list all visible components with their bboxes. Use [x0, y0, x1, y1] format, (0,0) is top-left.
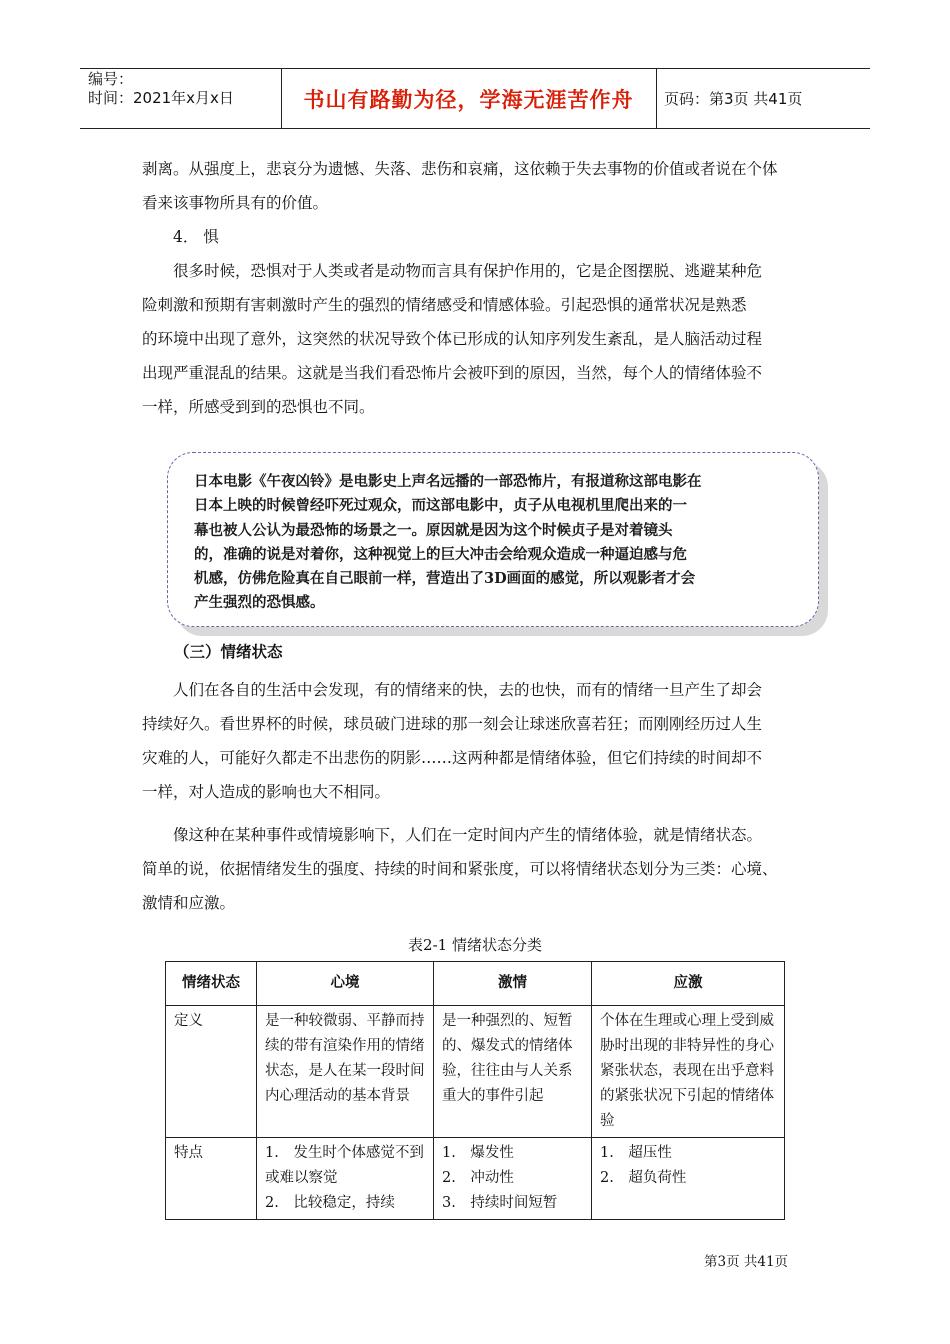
- table-caption: 表2-1 情绪状态分类: [408, 936, 542, 954]
- table-header-row: [166, 962, 785, 1006]
- table-header-state: 情绪状态: [166, 962, 257, 1006]
- callout-text: 日本电影《午夜凶铃》是电影史上声名远播的一部恐怖片，有报道称这部电影在 日本上映的时候曾经吓死过观众，而这部电影中，贞子从电视机里爬出来的一 幕也被人公认为最恐怖的场景之一。原因就是因为这个时候贞子是对着镜头 的，准确的说是对着你，这种视觉上的巨大冲击会给观众造成一种逼迫感与危 机感，仿佛危险真在自己眼前一样，营造出了3D画面的感觉，所以观影者才会 产生强烈的恐惧感。: [194, 473, 702, 612]
- list-item: 1. 超压性: [600, 1145, 672, 1161]
- paragraph-fear: 很多时候，恐惧对于人类或者是动物而言具有保护作用的，它是企图摆脱、逃避某种危 险刺激和预期有害刺激时产生的强烈的情绪感受和情感体验。引起恐惧的通常状况是熟悉 的环境中出现了意外，这突然的状况导致个体已形成的认知序列发生紊乱，是人脑活动过程 出现严重混乱的结果。这就是当我们看恐怖片会被吓到的原因，当然，每个人的情绪体验不 一样，所感受到到的恐惧也不同。: [142, 262, 763, 416]
- emotion-state-table: [165, 961, 785, 1220]
- list-item: 1. 爆发性: [442, 1145, 514, 1161]
- list-item: 3. 持续时间短暂: [442, 1195, 558, 1211]
- paragraph-sorrow-end: 剥离。从强度上，悲哀分为遗憾、失落、悲伤和哀痛，这依赖于失去事物的价值或者说在个体 看来该事物所具有的价值。: [142, 160, 778, 212]
- list-item: 2. 超负荷性: [600, 1170, 687, 1186]
- row-label-features: 特点: [166, 1138, 257, 1220]
- table-header-passion: 激情: [434, 962, 592, 1006]
- cell-stress-features: [592, 1138, 785, 1220]
- subheading-fear: 4． 惧: [173, 228, 219, 246]
- document-number-label: 编号：: [88, 70, 134, 88]
- cell-mood-definition: 是一种较微弱、平静而持续的带有渲染作用的情绪状态，是人在某一段时间内心理活动的基本背景: [257, 1006, 434, 1138]
- document-time-label: 时间：2021年x月x日: [88, 89, 234, 107]
- paragraph-states-definition: 像这种在某种事件或情境影响下，人们在一定时间内产生的情绪体验，就是情绪状态。 简单的说，依据情绪发生的强度、持续的时间和紧张度，可以将情绪状态划分为三类：心境、 激情和应激。: [142, 826, 778, 912]
- footer-page-number: 第3页 共41页: [704, 1254, 789, 1270]
- header-divider-right: [656, 68, 657, 128]
- row-label-definition: 定义: [166, 1006, 257, 1138]
- header-meta: [88, 70, 234, 108]
- cell-passion-definition: 是一种强烈的、短暂的、爆发式的情绪体验，往往由与人关系重大的事件引起: [434, 1006, 592, 1138]
- table-header-stress: 应激: [592, 962, 785, 1006]
- cell-passion-features: [434, 1138, 592, 1220]
- header-top-rule: [80, 68, 870, 69]
- table-row: [166, 1006, 785, 1138]
- cell-mood-features: [257, 1138, 434, 1220]
- list-item: 2. 冲动性: [442, 1170, 514, 1186]
- list-item: 2. 比较稳定，持续: [265, 1195, 395, 1211]
- cell-stress-definition: 个体在生理或心理上受到威胁时出现的非特异性的身心紧张状态，表现在出乎意料的紧张状况下引起的情绪体验: [592, 1006, 785, 1138]
- section-title: （三）情绪状态: [174, 643, 283, 661]
- paragraph-states-intro: 人们在各自的生活中会发现，有的情绪来的快，去的也快，而有的情绪一旦产生了却会 持续好久。看世界杯的时候，球员破门进球的那一刻会让球迷欣喜若狂；而刚刚经历过人生 灾难的人，可能好久都走不出悲伤的阴影……这两种都是情绪体验，但它们持续的时间却不 一样，对人造成的影响也大不相同。: [142, 681, 763, 801]
- table-header-mood: 心境: [257, 962, 434, 1006]
- table-row: [166, 1138, 785, 1220]
- list-item: 1. 发生时个体感觉不到或难以察觉: [265, 1145, 424, 1186]
- header-page-number: 页码：第3页 共41页: [664, 90, 803, 108]
- header-bottom-rule: [80, 128, 870, 129]
- header-motto: 书山有路勤为径，学海无涯苦作舟: [303, 88, 634, 112]
